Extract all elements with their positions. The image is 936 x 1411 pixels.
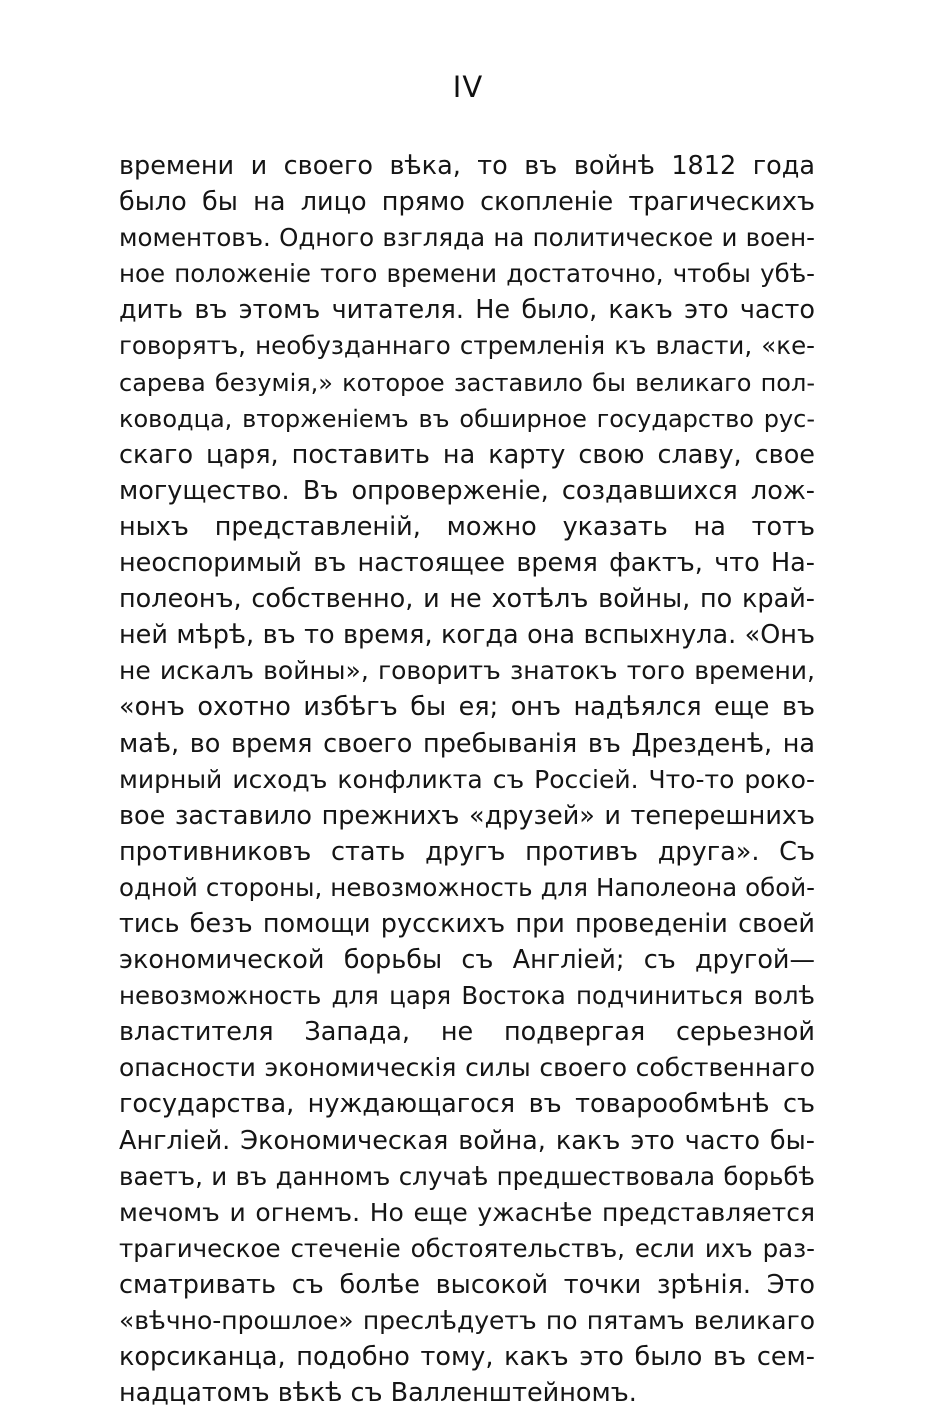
text-line: экономической борьбы съ Англіей; съ другой— — [119, 945, 815, 976]
text-line: вое заставило прежнихъ «друзей» и теперешнихъ — [119, 800, 815, 831]
text-line: моментовъ. Одного взгляда на политическое и воен- — [119, 223, 815, 253]
text-line: государства, нуждающагося въ товарообмѣнѣ съ — [119, 1089, 815, 1120]
text-line: властителя Запада, не подвергая серьезной — [119, 1017, 815, 1048]
text-line: ней мѣрѣ, въ то время, когда она вспыхнула. «Онъ — [119, 620, 815, 651]
text-line: ныхъ представленій, можно указать на тотъ — [119, 511, 815, 542]
text-line: корсиканца, подобно тому, какъ это было въ сем- — [119, 1342, 815, 1373]
text-line: говорятъ, необузданнаго стремленія къ власти, «ке- — [119, 331, 815, 361]
text-line: могущество. Въ опроверженіе, создавшихся лож- — [119, 475, 815, 506]
text-line: «вѣчно-прошлое» преслѣдуетъ по пятамъ великаго — [119, 1306, 815, 1335]
text-line: мирный исходъ конфликта съ Россіей. Что-то роко- — [119, 764, 815, 794]
page-number: IV — [452, 70, 484, 104]
text-line: маѣ, во время своего пребыванія въ Дрезденѣ, на — [119, 728, 815, 759]
text-line: не искалъ войны», говоритъ знатокъ того времени, — [119, 656, 815, 686]
text-line: скаго царя, поставить на карту свою славу, свое — [119, 439, 815, 470]
text-line: ководца, вторженіемъ въ обширное государство рус- — [119, 404, 815, 433]
text-line: Англіей. Экономическая война, какъ это часто бы- — [119, 1125, 815, 1156]
text-line: одной стороны, невозможность для Наполеона обой- — [119, 872, 815, 902]
text-line: полеонъ, собственно, и не хотѣлъ войны, по край- — [119, 584, 815, 615]
text-line: «онъ охотно избѣгъ бы ея; онъ надѣялся еще въ — [119, 692, 815, 723]
text-line: трагическое стеченіе обстоятельствъ, если ихъ раз- — [119, 1233, 815, 1263]
text-line: было бы на лицо прямо скопленіе трагическихъ — [119, 187, 815, 218]
text-line: ваетъ, и въ данномъ случаѣ предшествовала борьбѣ — [119, 1161, 815, 1191]
text-line: сарева безумія,» которое заставило бы великаго пол- — [119, 368, 815, 397]
text-line: сматривать съ болѣе высокой точки зрѣнія. Это — [119, 1269, 815, 1300]
text-line: тись безъ помощи русскихъ при проведеніи своей — [119, 908, 815, 939]
text-line: опасности экономическія силы своего собственнаго — [119, 1053, 815, 1083]
text-line: мечомъ и огнемъ. Но еще ужаснѣе представляется — [119, 1197, 815, 1227]
body-text — [119, 148, 815, 1411]
text-line: невозможность для царя Востока подчиниться волѣ — [119, 981, 815, 1011]
text-line: ное положеніе того времени достаточно, чтобы убѣ- — [119, 259, 815, 289]
text-line: противниковъ стать другъ противъ друга». Съ — [119, 836, 815, 867]
text-line: времени и своего вѣка, то въ войнѣ 1812 года — [119, 151, 815, 181]
text-line: неоспоримый въ настоящее время фактъ, что На- — [119, 548, 815, 579]
text-line: надцатомъ вѣкѣ съ Валленштейномъ. — [119, 1378, 637, 1409]
text-line: дить въ этомъ читателя. Не было, какъ это часто — [119, 295, 815, 326]
